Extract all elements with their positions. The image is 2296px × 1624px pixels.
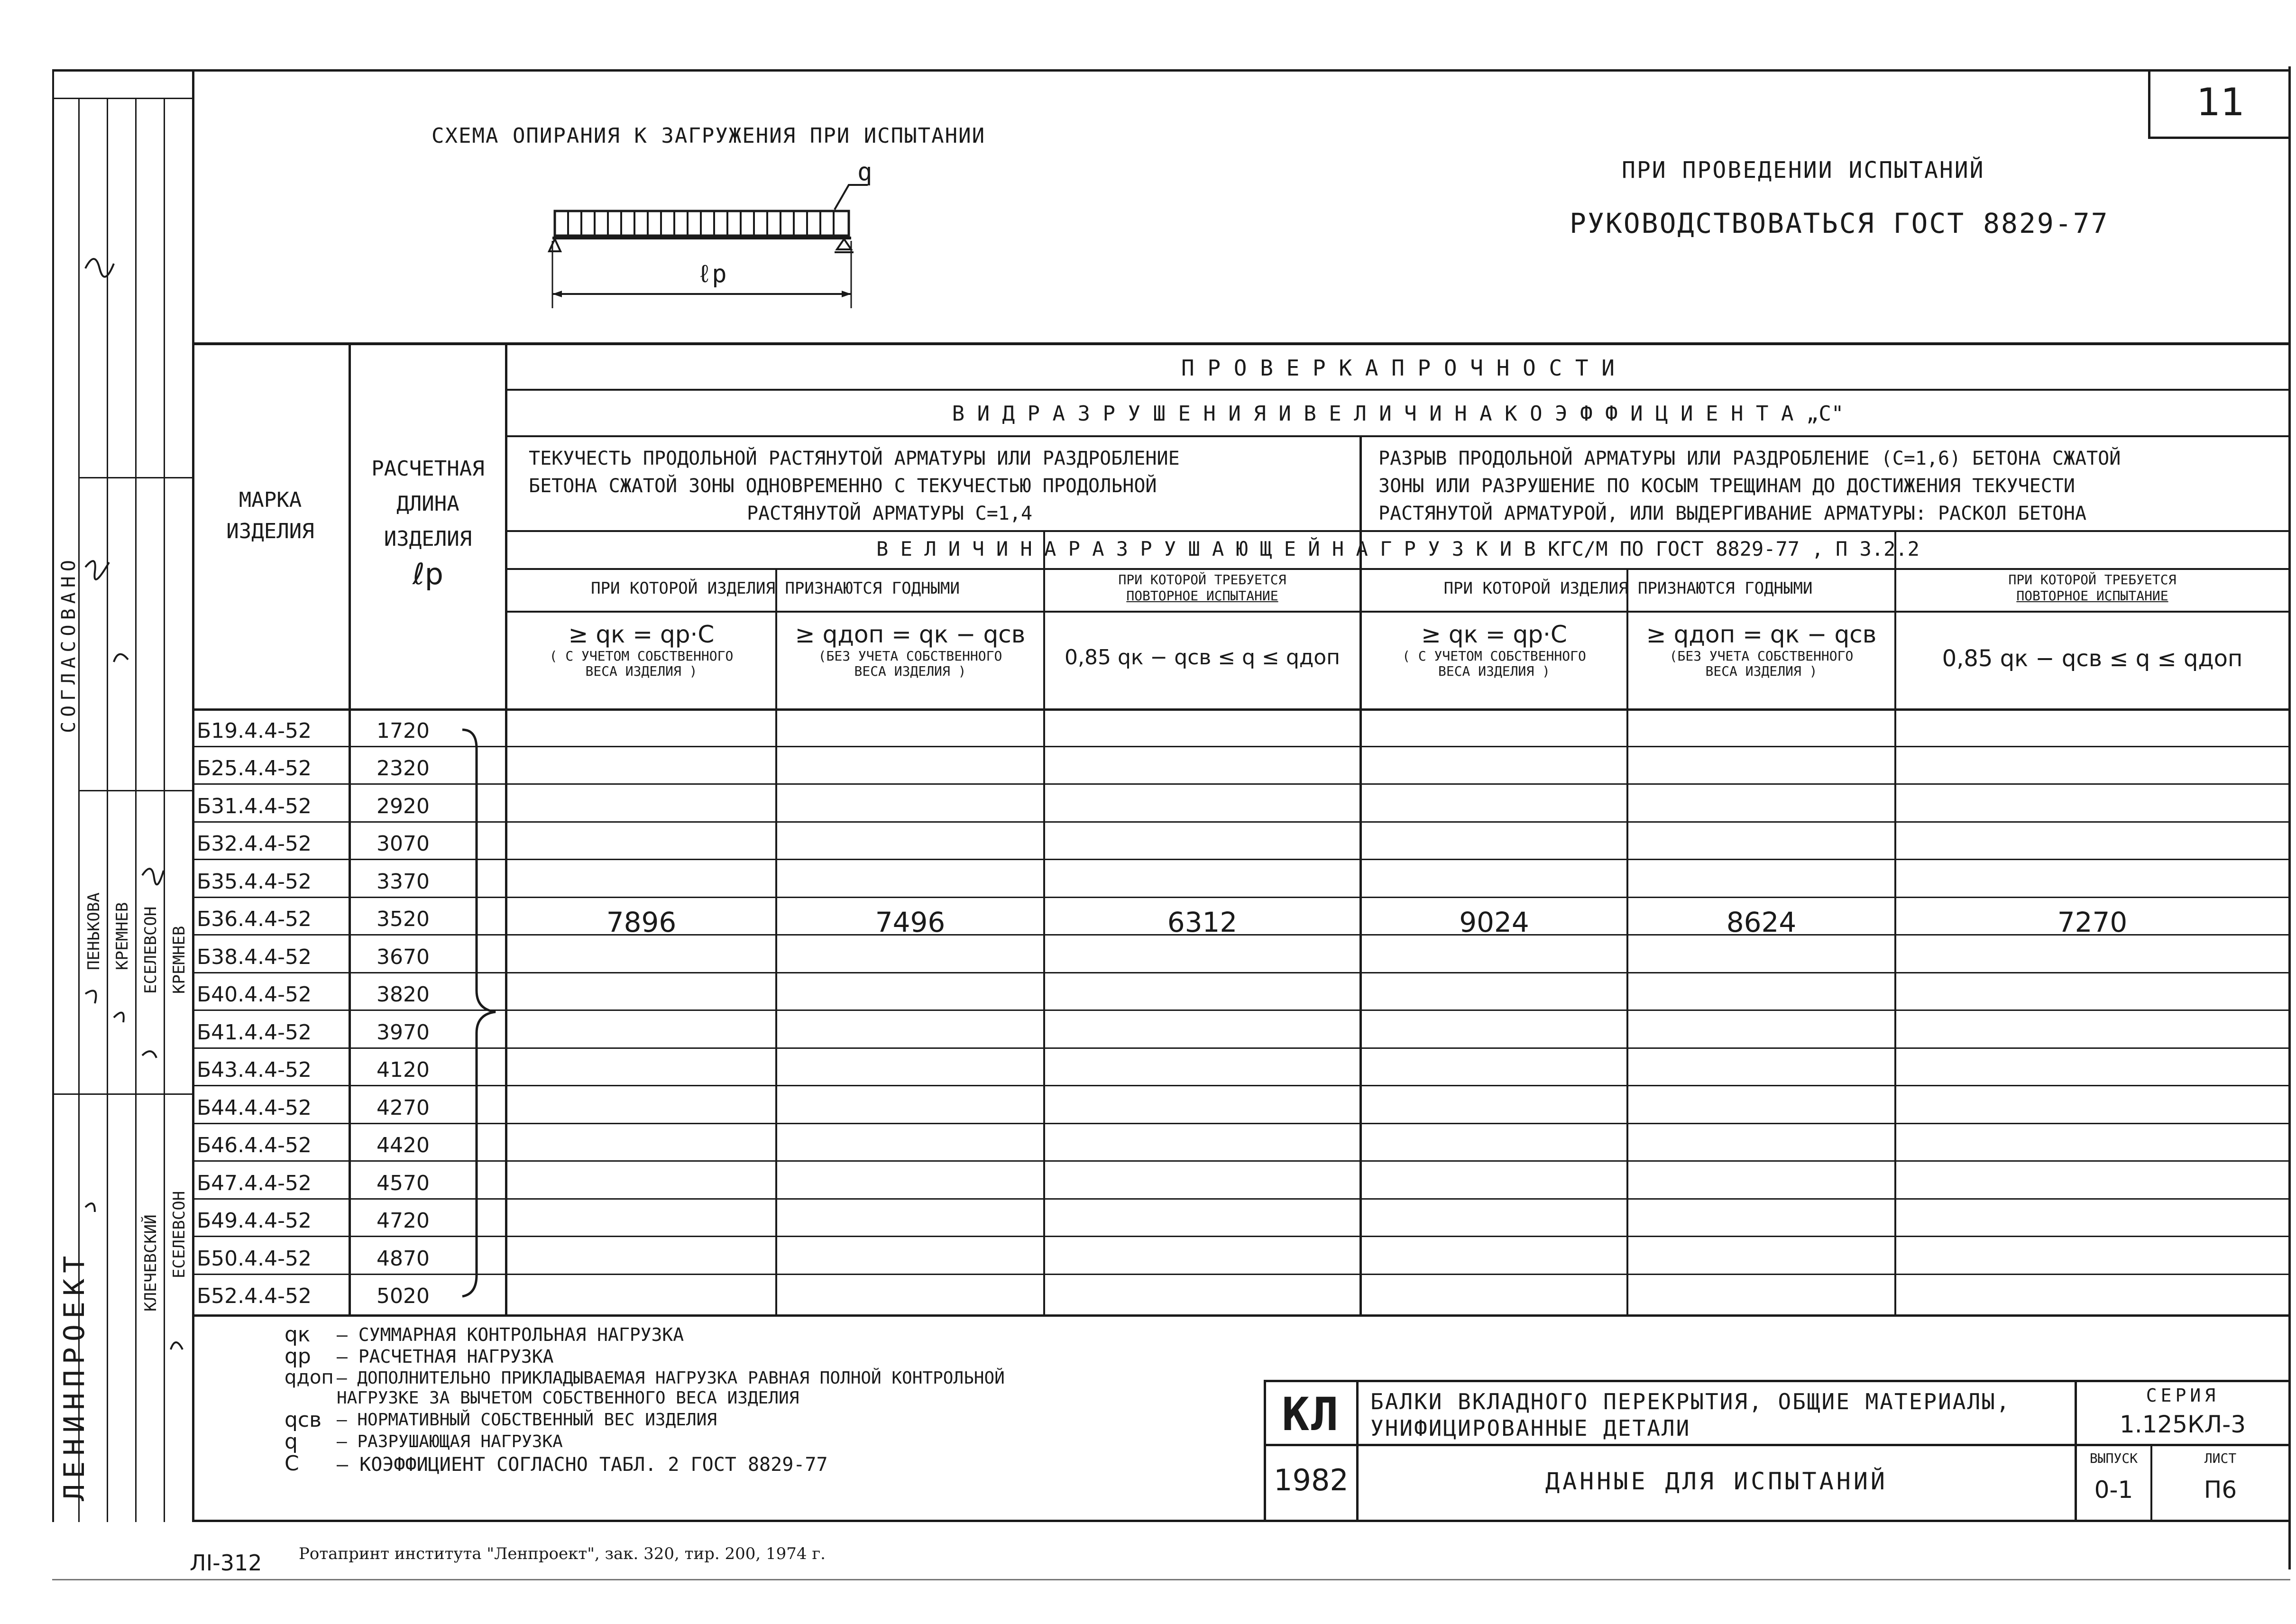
row-length: 3370 — [377, 870, 430, 894]
footer-print-note: Ротапринт института "Ленпроект", зак. 320, тир. 200, 1974 г. — [299, 1544, 826, 1563]
header-strength-check: П Р О В Е Р К А П Р О Ч Н О С Т И — [1181, 355, 1615, 381]
load-leader — [835, 185, 868, 210]
formula-cell: 0,85 qк − qсв ≤ q ≤ qдоп — [1064, 645, 1340, 670]
row-mark: Б32.4.4-52 — [197, 832, 312, 856]
row-mark: Б31.4.4-52 — [197, 794, 312, 818]
frame-top-line — [52, 69, 2290, 72]
row-length: 4570 — [377, 1171, 430, 1195]
span-label: ℓp — [697, 260, 727, 288]
row-mark: Б41.4.4-52 — [197, 1020, 312, 1045]
row-length: 2320 — [377, 756, 430, 780]
row-mark: Б40.4.4-52 — [197, 982, 312, 1007]
scheme-title: СХЕМА ОПИРАНИЯ К ЗАГРУЖЕНИЯ ПРИ ИСПЫТАНИИ — [432, 124, 986, 148]
row-length: 4870 — [377, 1247, 430, 1271]
side-stamp-name: ПЕНЬКОВА — [84, 892, 103, 970]
accepted-label-case-1: ПРИ КОТОРОЙ ИЗДЕЛИЯ ПРИЗНАЮТСЯ ГОДНЫМИ — [591, 579, 960, 598]
note-line-1: ПРИ ПРОВЕДЕНИИ ИСПЫТАНИЙ — [1622, 157, 1985, 184]
row-length: 3820 — [377, 982, 430, 1007]
side-stamp-name: ЕСЕЛЕВСОН — [141, 906, 160, 994]
sheet-number: 11 — [2196, 80, 2245, 124]
title-block-subtitle: ДАННЫЕ ДЛЯ ИСПЫТАНИЙ — [1545, 1468, 1888, 1495]
legend-text: — РАСЧЕТНАЯ НАГРУЗКА — [337, 1346, 554, 1367]
value-qdop-case-2: 8624 — [1726, 906, 1797, 938]
sheet-value: П6 — [2204, 1476, 2237, 1504]
legend-symbol: q — [285, 1430, 298, 1454]
row-length: 3970 — [377, 1020, 430, 1045]
row-length: 4120 — [377, 1058, 430, 1082]
row-length: 4270 — [377, 1096, 430, 1120]
legend-text: — СУММАРНАЯ КОНТРОЛЬНАЯ НАГРУЗКА — [337, 1324, 684, 1345]
series-label: СЕРИЯ — [2146, 1385, 2220, 1406]
issue-label: ВЫПУСК — [2089, 1450, 2138, 1466]
sheet-label: ЛИСТ — [2204, 1450, 2237, 1466]
right-support — [837, 239, 851, 249]
legend-symbol: qсв — [285, 1408, 322, 1432]
row-mark: Б52.4.4-52 — [197, 1284, 312, 1308]
title-block-title: БАЛКИ ВКЛАДНОГО ПЕРЕКРЫТИЯ, ОБЩИЕ МАТЕРИАЛЫ, УНИФИЦИРОВАННЫЕ ДЕТАЛИ — [1370, 1389, 2011, 1441]
case-2-description: РАЗРЫВ ПРОДОЛЬНОЙ АРМАТУРЫ ИЛИ РАЗДРОБЛЕНИЕ (C=1,6) БЕТОНА СЖАТОЙ ЗОНЫ ИЛИ РАЗРУШЕНИЕ ПО КОСЫМ ТРЕЩИНАМ ДО ДОСТИЖЕНИЯ ТЕКУЧЕСТИ РАСТЯНУТОЙ АРМАТУРОЙ, ИЛИ ВЫДЕРГИВАНИЕ АРМАТУРЫ: РАСКОЛ БЕТОНА — [1378, 448, 2121, 524]
accepted-label-case-2: ПРИ КОТОРОЙ ИЗДЕЛИЯ ПРИЗНАЮТСЯ ГОДНЫМИ — [1443, 579, 1813, 598]
case-1-description: ТЕКУЧЕСТЬ ПРОДОЛЬНОЙ РАСТЯНУТОЙ АРМАТУРЫ ИЛИ РАЗДРОБЛЕНИЕ БЕТОНА СЖАТОЙ ЗОНЫ ОДНОВРЕМЕННО С ТЕКУЧЕСТЬЮ ПРОДОЛЬНОЙ РАСТЯНУТОЙ АРМАТУРЫ C=1,4 — [529, 448, 1180, 524]
legend-symbol: C — [285, 1451, 299, 1476]
row-length: 4720 — [377, 1209, 430, 1233]
formula-cell: 0,85 qк − qсв ≤ q ≤ qдоп — [1942, 645, 2243, 672]
value-qdop-case-1: 7496 — [875, 906, 946, 938]
legend-text: НАГРУЗКЕ ЗА ВЫЧЕТОМ СОБСТВЕННОГО ВЕСА ИЗДЕЛИЯ — [337, 1388, 799, 1408]
legend — [285, 1323, 1233, 1494]
row-mark: Б19.4.4-52 — [197, 719, 312, 743]
col-header-mark: МАРКА ИЗДЕЛИЯ — [226, 488, 314, 543]
side-stamp-agreed: СОГЛАСОВАНО — [58, 555, 80, 733]
legend-text: — НОРМАТИВНЫЙ СОБСТВЕННЫЙ ВЕС ИЗДЕЛИЯ — [337, 1410, 717, 1430]
retest-label-case-1: ПРИ КОТОРОЙ ТРЕБУЕТСЯ ПОВТОРНОЕ ИСПЫТАНИЕ — [1118, 572, 1286, 604]
side-stamp-name: КЛЕЧЕВСКИЙ — [141, 1214, 160, 1312]
row-mark: Б49.4.4-52 — [197, 1209, 312, 1233]
title-block-logo: КЛ — [1282, 1388, 1341, 1441]
row-group-brace — [458, 711, 505, 1314]
formula-cell: ≥ qк = qр·C ( С УЧЕТОМ СОБСТВЕННОГО ВЕСА ИЗДЕЛИЯ ) — [1402, 621, 1586, 679]
sheet-bottom-edge — [52, 1579, 2290, 1580]
row-mark: Б36.4.4-52 — [197, 907, 312, 931]
legend-symbol: qк — [285, 1322, 311, 1347]
note-line-2: РУКОВОДСТВОВАТЬСЯ ГОСТ 8829-77 — [1570, 207, 2109, 239]
row-mark: Б50.4.4-52 — [197, 1247, 312, 1271]
row-length: 3520 — [377, 907, 430, 931]
side-stamp-name: КРЕМНЕВ — [113, 902, 132, 970]
formula-cell: ≥ qдоп = qк − qсв (БЕЗ УЧЕТА СОБСТВЕННОГО ВЕСА ИЗДЕЛИЯ ) — [1646, 621, 1877, 679]
footer-code: ЛI-312 — [190, 1550, 262, 1576]
title-block-year: 1982 — [1274, 1463, 1349, 1497]
row-mark: Б38.4.4-52 — [197, 945, 312, 969]
side-stamp-org: ЛЕНИНПРОЕКТ — [58, 1250, 91, 1501]
retest-label-case-2: ПРИ КОТОРОЙ ТРЕБУЕТСЯ ПОВТОРНОЕ ИСПЫТАНИЕ — [2008, 572, 2177, 604]
series-value: 1.125КЛ-3 — [2119, 1411, 2246, 1438]
row-mark: Б25.4.4-52 — [197, 756, 312, 780]
legend-text: — РАЗРУШАЮЩАЯ НАГРУЗКА — [337, 1432, 563, 1451]
title-block — [1264, 1380, 2288, 1522]
legend-symbol: qр — [285, 1344, 311, 1368]
row-mark: Б44.4.4-52 — [197, 1096, 312, 1120]
row-length: 1720 — [377, 719, 430, 743]
left-support — [549, 239, 560, 251]
col-header-length: РАСЧЕТНАЯ ДЛИНА ИЗДЕЛИЯ ℓp — [371, 457, 485, 591]
side-stamp-name: КРЕМНЕВ — [170, 926, 189, 994]
formula-cell: ≥ qдоп = qк − qсв (БЕЗ УЧЕТА СОБСТВЕННОГО ВЕСА ИЗДЕЛИЯ ) — [795, 621, 1026, 679]
header-failure-type: В И Д Р А З Р У Ш Е Н И Я И В Е Л И Ч И Н А К О Э Ф Ф И Ц И Е Н Т А „С" — [952, 402, 1844, 426]
loading-scheme-diagram — [531, 156, 891, 318]
row-mark: Б43.4.4-52 — [197, 1058, 312, 1082]
side-stamp — [52, 69, 192, 1522]
row-mark: Б46.4.4-52 — [197, 1133, 312, 1157]
value-qk-case-2: 9024 — [1459, 906, 1529, 938]
row-length: 4420 — [377, 1133, 430, 1157]
legend-symbol: qдоп — [285, 1367, 334, 1388]
header-failure-load: В Е Л И Ч И Н А Р А З Р У Ш А Ю Щ Е Й Н А Г Р У З К И В КГС/М ПО ГОСТ 8829-77 , П 3.2.2 — [876, 537, 1919, 560]
issue-value: 0-1 — [2094, 1476, 2133, 1504]
row-length: 2920 — [377, 794, 430, 818]
sheet-number-box — [2148, 71, 2291, 139]
row-mark: Б47.4.4-52 — [197, 1171, 312, 1195]
side-stamp-name: ЕСЕЛЕВСОН — [170, 1191, 189, 1278]
row-length: 3670 — [377, 945, 430, 969]
side-stamp-signatures — [52, 69, 192, 1522]
legend-text: — КОЭФФИЦИЕНТ СОГЛАСНО ТАБЛ. 2 ГОСТ 8829-77 — [337, 1454, 828, 1476]
load-label: q — [857, 158, 872, 186]
row-length: 3070 — [377, 832, 430, 856]
value-retest-case-2: 7270 — [2057, 906, 2128, 938]
formula-cell: ≥ qк = qр·C ( С УЧЕТОМ СОБСТВЕННОГО ВЕСА ИЗДЕЛИЯ ) — [549, 621, 734, 679]
row-mark: Б35.4.4-52 — [197, 870, 312, 894]
value-retest-case-1: 6312 — [1167, 906, 1238, 938]
value-qk-case-1: 7896 — [606, 906, 677, 938]
table-row-list — [192, 711, 505, 1314]
legend-text: — ДОПОЛНИТЕЛЬНО ПРИКЛАДЫВАЕМАЯ НАГРУЗКА РАВНАЯ ПОЛНОЙ КОНТРОЛЬНОЙ — [337, 1368, 1005, 1388]
strength-table — [192, 342, 2288, 1317]
row-length: 5020 — [377, 1284, 430, 1308]
frame-right-line — [2288, 66, 2291, 1569]
